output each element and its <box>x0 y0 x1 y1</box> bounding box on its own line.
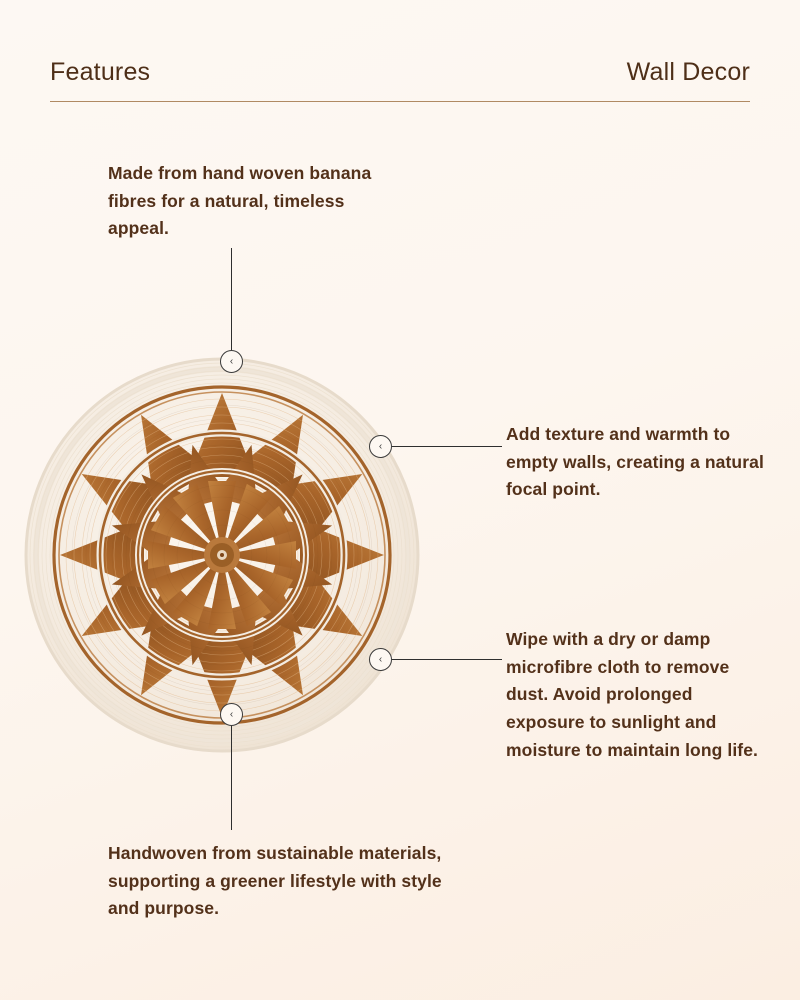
callout-text-bottom: Handwoven from sustainable materials, supporting a greener lifestyle with style and purpose. <box>108 843 442 919</box>
leader-line-right-lower <box>392 659 502 660</box>
leader-line-bottom <box>231 726 232 830</box>
product-category-label: Wall Decor <box>626 58 750 86</box>
callout-text-top: Made from hand woven banana fibres for a natural, timeless appeal. <box>108 163 372 239</box>
page-header <box>50 58 750 102</box>
product-illustration <box>22 355 422 755</box>
callout-marker-top[interactable]: ‹ <box>220 350 243 373</box>
callout-text-right-upper: Add texture and warmth to empty walls, creating a natural focal point. <box>506 424 764 500</box>
callout-marker-right-upper[interactable]: ‹ <box>369 435 392 458</box>
page-title: Features <box>50 58 151 86</box>
callout-text-right-lower: Wipe with a dry or damp microfibre cloth to remove dust. Avoid prolonged exposure to sunlight and moisture to maintain long life. <box>506 629 759 760</box>
callout-marker-bottom[interactable]: ‹ <box>220 703 243 726</box>
callout-marker-right-lower[interactable]: ‹ <box>369 648 392 671</box>
leader-line-right-upper <box>392 446 502 447</box>
leader-line-top <box>231 248 232 350</box>
